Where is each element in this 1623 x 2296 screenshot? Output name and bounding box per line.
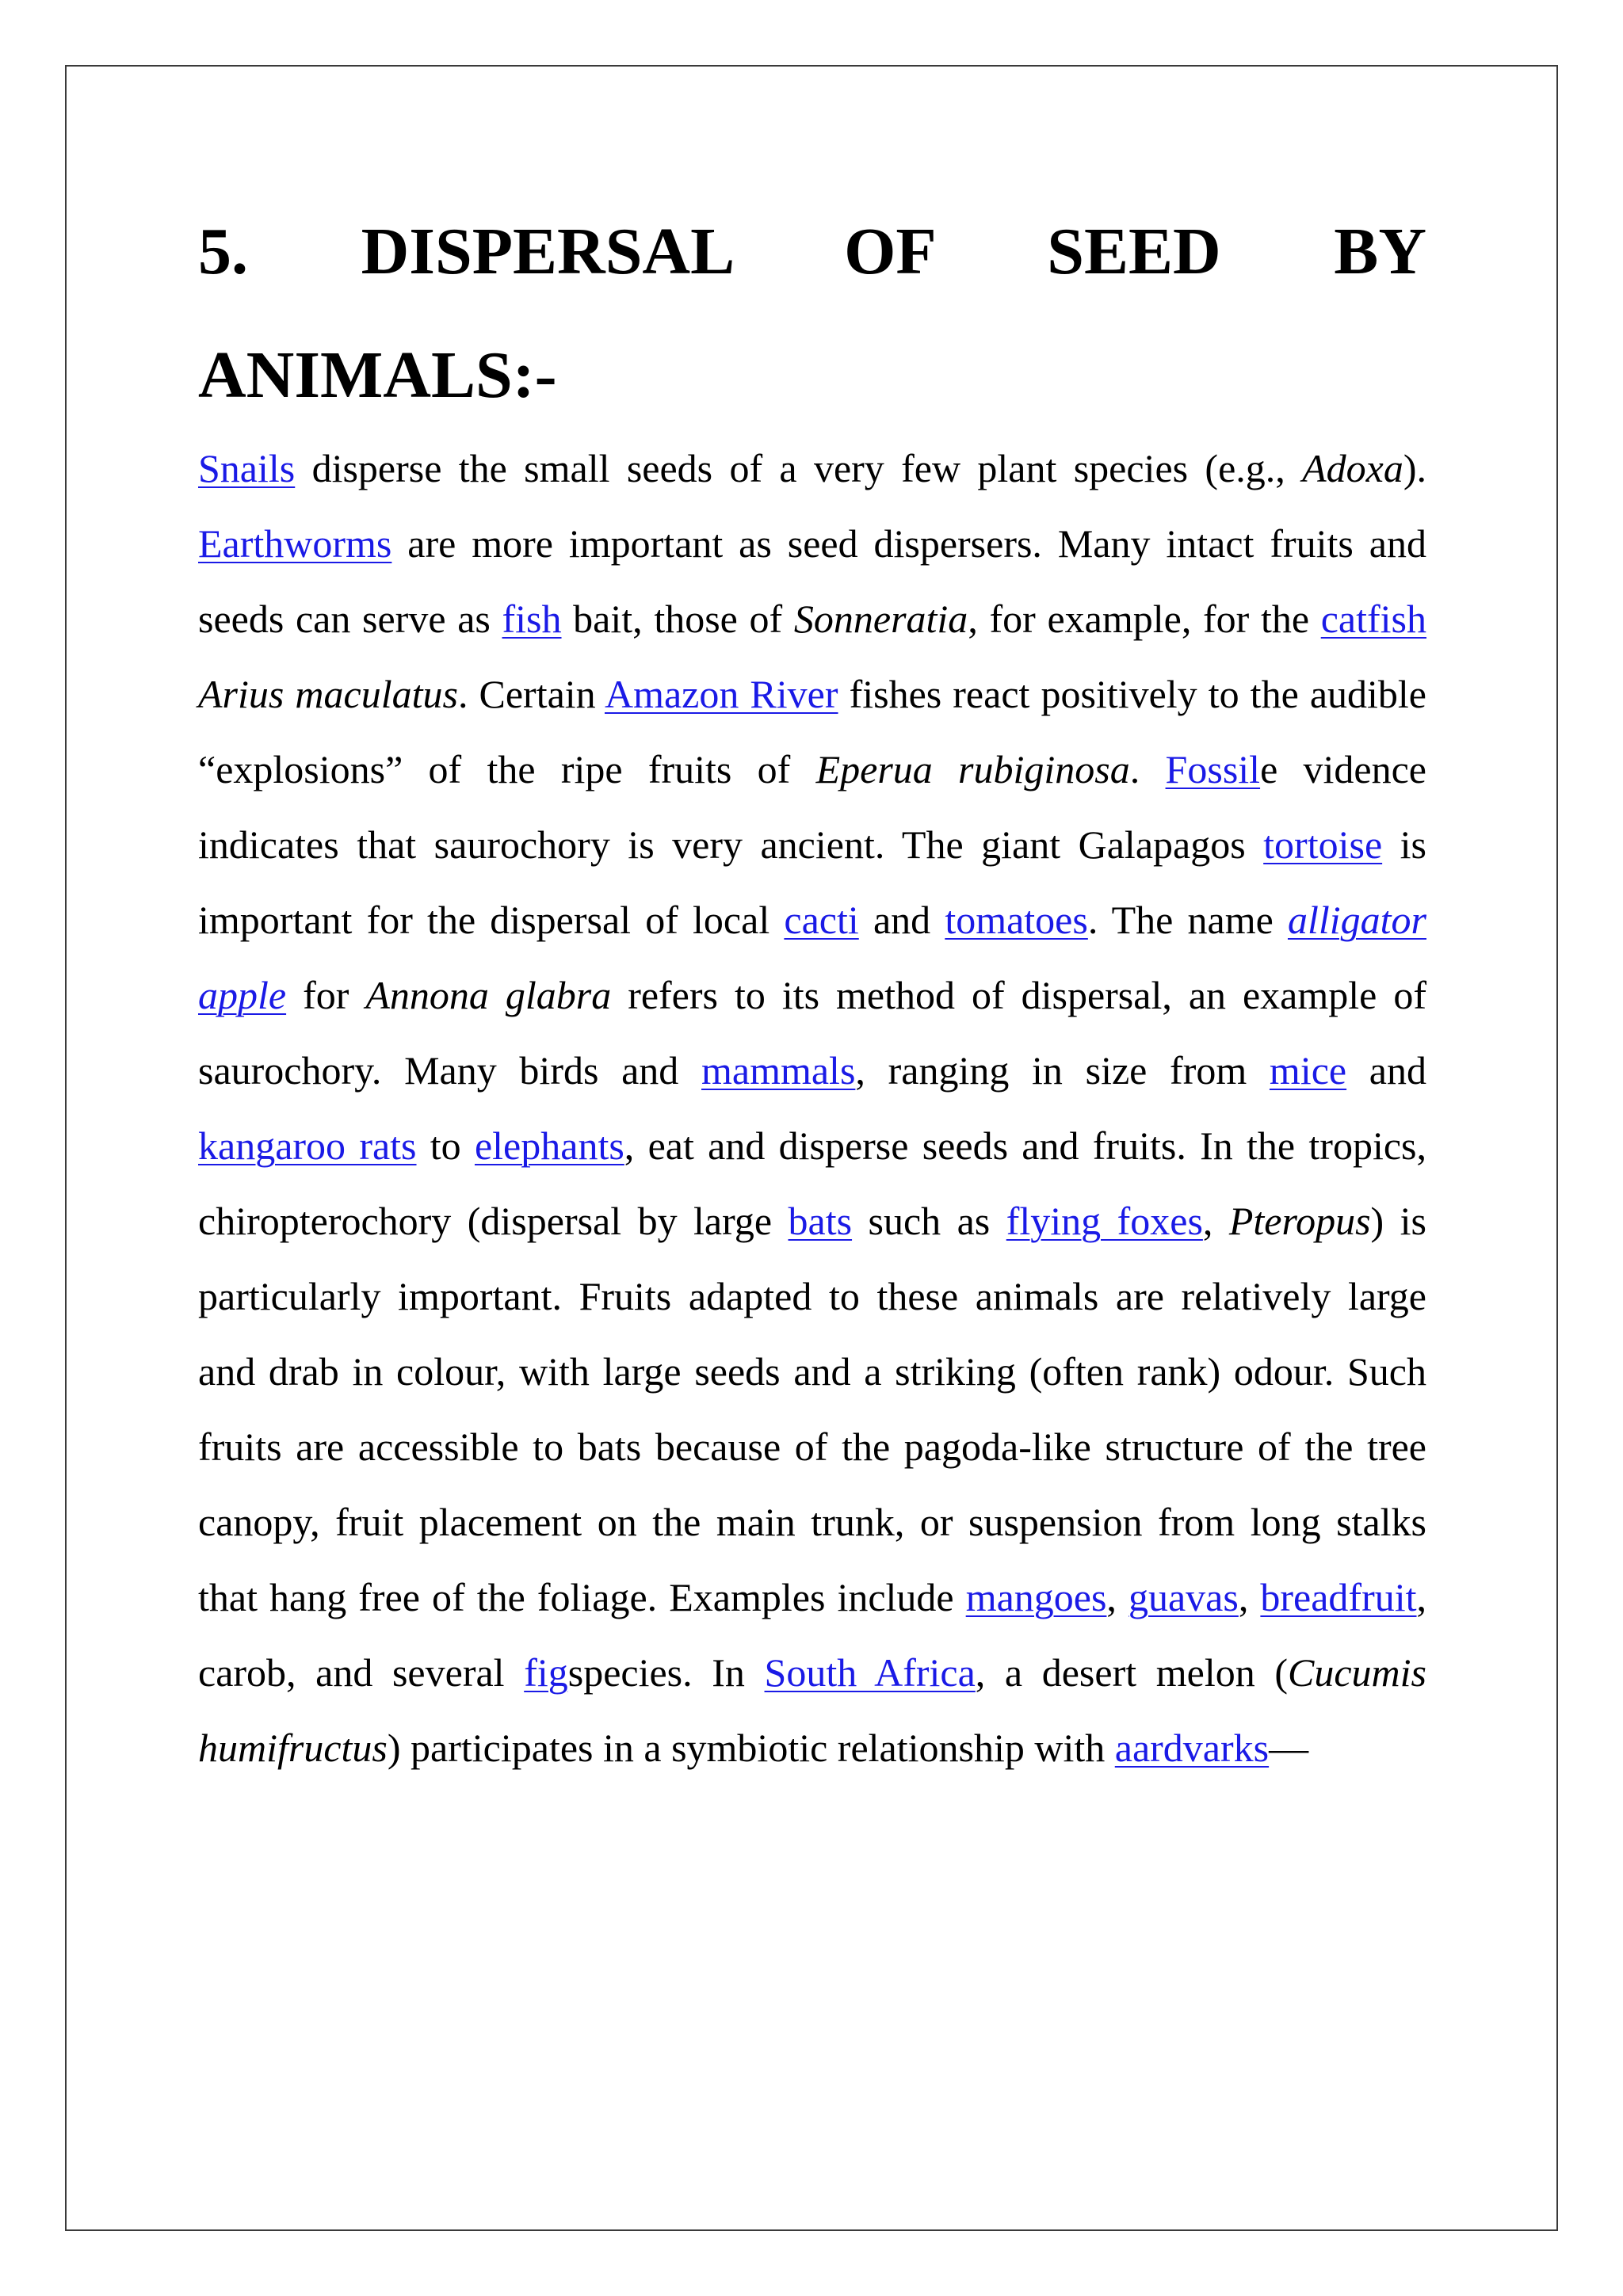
link-catfish[interactable]: catfish xyxy=(1320,597,1426,641)
text-span: e vidence indicates that saurochory is very ancient. The giant Galapagos xyxy=(198,747,1426,867)
italic-pteropus: Pteropus xyxy=(1228,1199,1371,1243)
body-paragraph xyxy=(198,431,1426,1786)
text-span: . Certain xyxy=(457,672,605,716)
heading-line-1: 5. DISPERSAL OF SEED BY xyxy=(198,215,1426,288)
link-mammals[interactable]: mammals xyxy=(701,1048,856,1093)
link-fig[interactable]: fig xyxy=(524,1650,568,1695)
text-span: . The name xyxy=(1087,898,1288,942)
text-span: and xyxy=(858,898,945,942)
link-amazon-river[interactable]: Amazon River xyxy=(604,672,838,716)
link-fish[interactable]: fish xyxy=(502,597,562,641)
text-span: for xyxy=(286,973,366,1017)
text-span: , xyxy=(1238,1575,1261,1619)
link-aardvarks[interactable]: aardvarks xyxy=(1114,1726,1270,1770)
link-bats[interactable]: bats xyxy=(788,1199,853,1243)
link-snails[interactable]: Snails xyxy=(198,446,296,490)
text-span: is important for the dispersal of local xyxy=(198,822,1426,942)
link-tortoise[interactable]: tortoise xyxy=(1263,822,1383,867)
text-span: ) participates in a symbiotic relationship with xyxy=(387,1726,1115,1770)
section-heading xyxy=(198,190,1426,437)
link-guavas[interactable]: guavas xyxy=(1128,1575,1239,1619)
italic-alligator-apple: alligator apple xyxy=(198,898,1426,1017)
text-span: ). xyxy=(1403,446,1426,490)
text-span: . xyxy=(1129,747,1166,791)
link-breadfruit[interactable]: breadfruit xyxy=(1260,1575,1417,1619)
text-span: are more important as seed dispersers. Many intact fruits and seeds can serve as xyxy=(198,521,1426,641)
italic-adoxa: Adoxa xyxy=(1302,446,1403,490)
text-span: bait, those of xyxy=(561,597,794,641)
link-fossil[interactable]: Fossil xyxy=(1165,747,1261,791)
text-span: , xyxy=(1202,1199,1229,1243)
text-span: , a desert melon ( xyxy=(975,1650,1288,1695)
text-span: refers to its method of dispersal, an example of saurochory. Many birds and xyxy=(198,973,1426,1093)
text-span: species. In xyxy=(567,1650,765,1695)
italic-eperua: Eperua rubiginosa xyxy=(815,747,1130,791)
text-span: — xyxy=(1269,1726,1309,1770)
text-span: fishes react positively to the audible “explosions” of the ripe fruits of xyxy=(198,672,1426,791)
text-span: and xyxy=(1346,1048,1426,1093)
text-span: , for example, for the xyxy=(968,597,1321,641)
italic-arius: Arius maculatus xyxy=(198,672,458,716)
heading-line-2: ANIMALS:- xyxy=(198,338,557,412)
link-cacti[interactable]: cacti xyxy=(784,898,859,942)
text-span: , carob, and several xyxy=(198,1575,1427,1695)
italic-sonneratia: Sonneratia xyxy=(793,597,968,641)
link-tomatoes[interactable]: tomatoes xyxy=(945,898,1088,942)
text-span: , ranging in size from xyxy=(855,1048,1270,1093)
link-kangaroo-rats[interactable]: kangaroo rats xyxy=(198,1123,417,1168)
link-earthworms[interactable]: Earthworms xyxy=(198,521,392,566)
document-content xyxy=(198,190,1426,1786)
italic-annona: Annona glabra xyxy=(365,973,612,1017)
text-span: disperse the small seeds of a very few plant species (e.g., xyxy=(295,446,1303,490)
text-span: such as xyxy=(852,1199,1006,1243)
link-mangoes[interactable]: mangoes xyxy=(965,1575,1107,1619)
text-span: ) is particularly important. Fruits adapted to these animals are relatively large and drab in colour, with large seeds and a striking (often rank) odour. Such fruits are accessible to bats because of the pagoda-like structure of the tree canopy, fruit placement on the main trunk, or suspension from long stalks that hang free of the foliage. Examples include xyxy=(198,1199,1426,1619)
text-span: , eat and disperse seeds and fruits. In the tropics, chiropterochory (dispersal by large xyxy=(198,1123,1426,1243)
italic-cucumis: Cucumis humifructus xyxy=(198,1650,1426,1770)
text-span: to xyxy=(416,1123,475,1168)
link-south-africa[interactable]: South Africa xyxy=(764,1650,976,1695)
text-span: , xyxy=(1106,1575,1128,1619)
link-elephants[interactable]: elephants xyxy=(474,1123,624,1168)
link-flying-foxes[interactable]: flying foxes xyxy=(1006,1199,1203,1243)
link-mice[interactable]: mice xyxy=(1269,1048,1347,1093)
